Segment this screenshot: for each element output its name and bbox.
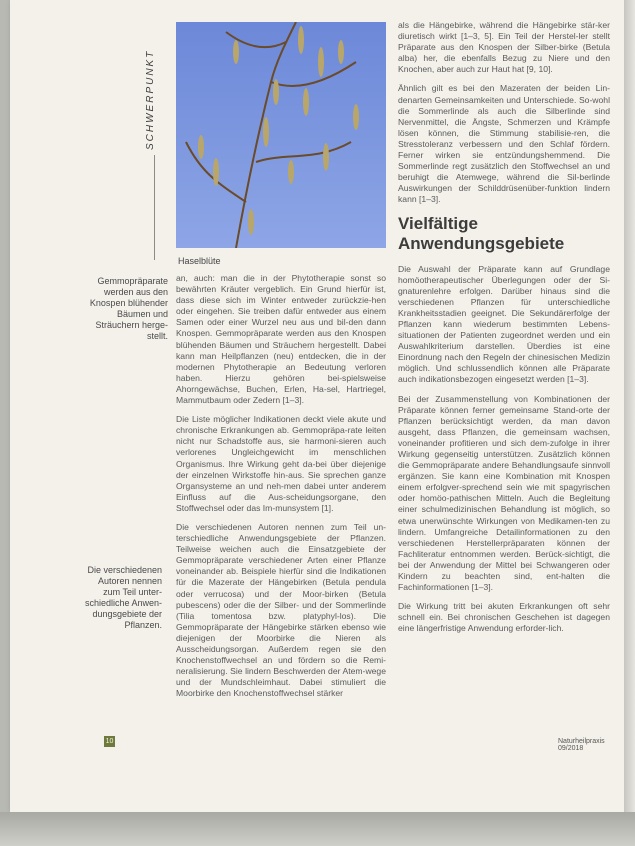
photo-caption: Haselblüte	[178, 256, 221, 266]
section-heading: Vielfältige Anwendungsgebiete	[398, 213, 565, 253]
footer-journal: Naturheilpraxis 09/2018	[558, 738, 605, 752]
page-number: 10	[105, 738, 114, 745]
scan-background	[0, 812, 635, 846]
margin-note: Gemmopräparate werden aus den Knospen blühender Bäumen und Sträuchern herge-stellt.	[89, 276, 168, 341]
paragraph: Bei der Zusammenstellung von Kombinationen der Präparate können ferner gemeinsame Stand-orte der Pflanzen berücksichtigt werden, da man davon ausgeht, dass Pflanzen, die gemeinsam wachsen, voneinander profitieren und sich dem-zufolge in ihrer Wirkung gegenseitig unterstützen. Zusätzlich können die Gemmopräparate andere Behandlungsaufe sinnvoll ergänzen. Sie kann eine Kombination mit Knospen einem erfolgver-sprechend sein wie mit spagyrischen oder homöo-pathischen Mitteln. Auch die Begleitung einer schulmedizinischen Behandlung ist möglich, so etwa unerwünschte Wirkungen von Medikamen-ten zu lindern. Umfangreiche Detailinformationen zu den verschiedenen Herstellerpräparaten können der Fachliteratur entnommen werden. Berück-sichtigt, die bei der Anwendung der Mittel bei Schwangeren oder Kindern zu beachten sind, ent-halten die Fachinformationen [1–3].	[398, 393, 610, 593]
paragraph: als die Hängebirke, während die Hängebirke stär-ker diuretisch wirkt [1–3, 5]. Ein Teil der Herstel-ler stellt Präparate aus den Knospen der Silber-birke (Betula alba) her, die ebenfalls Bezug zu Niere und den Knochen, aber auch zur Haut hat [9, 10].	[398, 20, 610, 75]
page-edge	[624, 0, 635, 812]
middle-column	[176, 273, 386, 707]
paragraph: Ähnlich gilt es bei den Mazeraten der beiden Lin-denarten Gemeinsamkeiten und Unterschiede. So-wohl die Sommerlinde als auch die Silberlinde sind Nervenmittel, die Ängste, Schmerzen und Krämpfe lösen können, die Stimmung stabilisie-ren, die Stresstoleranz verbessern und den Schlaf fördern. Ferner wirken sie entzündungshemmend. Die Sommerlinde regt zusätzlich den Stoffwechsel an und beruhigt die Atemwege, während die Sil-berlinde Auswirkungen der Schilddrüsenüber-funktion lindern kann [1–3].	[398, 83, 610, 205]
paragraph: Die Auswahl der Präparate kann auf Grundlage homöotherapeutischer Überlegungen oder der Si-gnaturenlehre erfolgen. Darüber hinaus sind die verschiedenen Pflanzen für unterschiedliche Krankheitsstadien geeignet. Die Sekundärerfolge der Pflanzen kann wiederum bestimmten Lebens-situationen der Patienten zugeordnet werden und ein Auswahlkriterium darstellen. Überdies ist eine Einordnung nach den Regeln der chinesischen Medizin möglich. Und schlussendlich können alle Präparate auch indikationsbezogen eingesetzt werden [1–3].	[398, 263, 610, 385]
right-column	[398, 20, 610, 643]
paragraph: Die Wirkung tritt bei akuten Erkrankungen oft sehr schnell ein. Bei chronischen Geschehen ist dagegen eine längerfristige Anwendung erforder-lich.	[398, 601, 610, 634]
paragraph: Die Liste möglicher Indikationen deckt viele akute und chronische Erkrankungen ab. Gemmopräpa-rate leiten nicht nur Schadstoffe aus, sie harmoni-sieren auch verlorenes Ungleichgewicht im menschlichen Organismus. Ihre Wirkung geht da-bei über diejenige der einzelnen Wirkstoffe hin-aus. Sie sprechen ganze Organsysteme an und neh-men dabei unter anderem Einfluss auf die Aus-scheidungsorgane, den Stoffwechsel oder das Im-munsystem [1].	[176, 414, 386, 513]
margin-note: Die verschiedenen Autoren nennen zum Teil unter-schiedliche Anwen-dungsgebiete der Pflanzen.	[84, 565, 162, 630]
hazel-catkin-photo	[176, 22, 386, 248]
section-tab: SCHWERPUNKT	[145, 49, 156, 150]
magazine-page	[10, 0, 624, 812]
paragraph: an, auch: man die in der Phytotherapie sonst so bewährten Kräuter vergeblich. Ein Grund hierfür ist, dass diese sich im Winter entweder zurückzie-hen oder eingehen. Sie treiben dafür entweder aus einem Samen oder einer Wurzel neu aus und bil-den dann Knospen. Gemmopräparate werden aus den Knospen blühenden Bäumen und Sträuchern hergestellt. Dabei kann man Heilpflanzen (neu) entdecken, die in der modernen Phytotherapie an Bedeutung verloren haben. Hierzu gehören bei-spielsweise Ahorngewächse, Buchen, Erlen, Ha-sel, Hartriegel, Mammutbaum oder Zedern [1–3].	[176, 273, 386, 406]
tab-divider	[154, 155, 155, 260]
paragraph: Die verschiedenen Autoren nennen zum Teil un-terschiedliche Anwendungsgebiete der Pflanzen. Teilweise weichen auch die Einsatzgebiete der Gemmopräparate verschiedener Arten einer Pflanze voneinander ab. Beispiele hierfür sind die Indikationen für die Mazerate der Hängebirken (Betula pendula oder verrucosa) und der Moor-birken (Betula pubescens) oder die der Silber- und der Sommerlinde (Tilia tomentosa bzw. platyphyl-los). Die Gemmopräparate der Hängebirke stärken ebenso wie diejenigen der Moorbirke die Nieren als Ausscheidungsorgan. Außerdem regen sie den Knochenstoffwechsel an und fördern so die Remi-neralisierung. Sie lindern Beschwerden der Atem-wege und der Mundschleimhaut. Dabei stimuliert die Moorbirke den Knochenstoffwechsel stärker	[176, 521, 386, 699]
